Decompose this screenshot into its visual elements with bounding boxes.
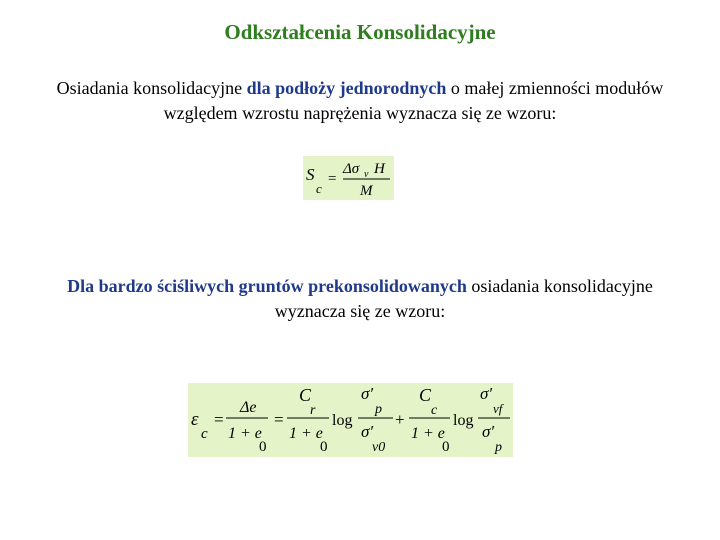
formula2-frac4-num-sub: c	[431, 403, 438, 418]
formula2-frac4-den-sub: 0	[442, 439, 450, 455]
formula2-plus: +	[395, 410, 405, 429]
formula1-lhs: S	[306, 165, 315, 184]
formula1-equals: =	[328, 171, 337, 187]
formula2-frac1-num: Δe	[240, 399, 257, 416]
formula2-frac1-den-sub: 0	[259, 439, 267, 455]
formula1-numerator-sub: v	[364, 169, 369, 180]
formula2-frac5-den: σ′	[482, 422, 495, 441]
settlement-formula-svg	[303, 156, 394, 200]
formula2-frac2-num: C	[299, 385, 312, 405]
formula2-lhs: ε	[191, 409, 199, 430]
intro-paragraph	[40, 76, 680, 126]
settlement-formula	[303, 156, 394, 200]
second-emphasis: Dla bardzo ściśliwych gruntów prekonsolidowanych	[67, 276, 467, 296]
formula2-equals2: =	[274, 410, 284, 429]
formula1-denominator: M	[360, 183, 373, 199]
intro-emphasis: dla podłoży jednorodnych	[246, 78, 447, 98]
second-text: osiadania konsolidacyjne wyznacza się ze wzoru:	[274, 276, 653, 321]
strain-formula-svg	[188, 383, 513, 457]
formula2-equals1: =	[214, 410, 224, 429]
formula1-numerator-tail: H	[374, 161, 385, 177]
strain-formula	[188, 383, 513, 457]
formula2-frac5-den-sub: p	[495, 440, 502, 455]
formula2-frac3-den: σ′	[361, 422, 374, 441]
formula2-frac3-den-sub: v0	[372, 440, 386, 455]
formula2-frac5-num-sub: vf	[493, 401, 503, 416]
formula2-frac3-num: σ′	[361, 384, 374, 403]
formula2-frac2-den-sub: 0	[320, 439, 328, 455]
formula1-numerator: Δσ	[343, 161, 360, 177]
formula2-frac5-num: σ′	[480, 384, 493, 403]
intro-text-start: Osiadania konsolidacyjne	[56, 78, 247, 98]
second-paragraph	[40, 274, 680, 324]
formula2-lhs-sub: c	[201, 426, 208, 442]
formula2-frac2-num-sub: r	[310, 403, 316, 418]
formula2-frac1-den: 1 + e	[228, 425, 262, 442]
formula2-frac2-den: 1 + e	[289, 425, 323, 442]
intro-text-end: o małej zmienności modułów względem wzrostu naprężenia wyznacza się ze wzoru:	[163, 78, 664, 123]
formula1-lhs-sub: c	[316, 181, 322, 196]
formula2-frac4-num: C	[419, 385, 432, 405]
formula2-log1: log	[332, 412, 353, 429]
formula2-frac4-den: 1 + e	[411, 425, 445, 442]
formula2-frac3-num-sub: p	[375, 402, 382, 417]
page-title: Odkształcenia Konsolidacyjne	[224, 20, 496, 44]
formula2-log2: log	[453, 412, 474, 429]
